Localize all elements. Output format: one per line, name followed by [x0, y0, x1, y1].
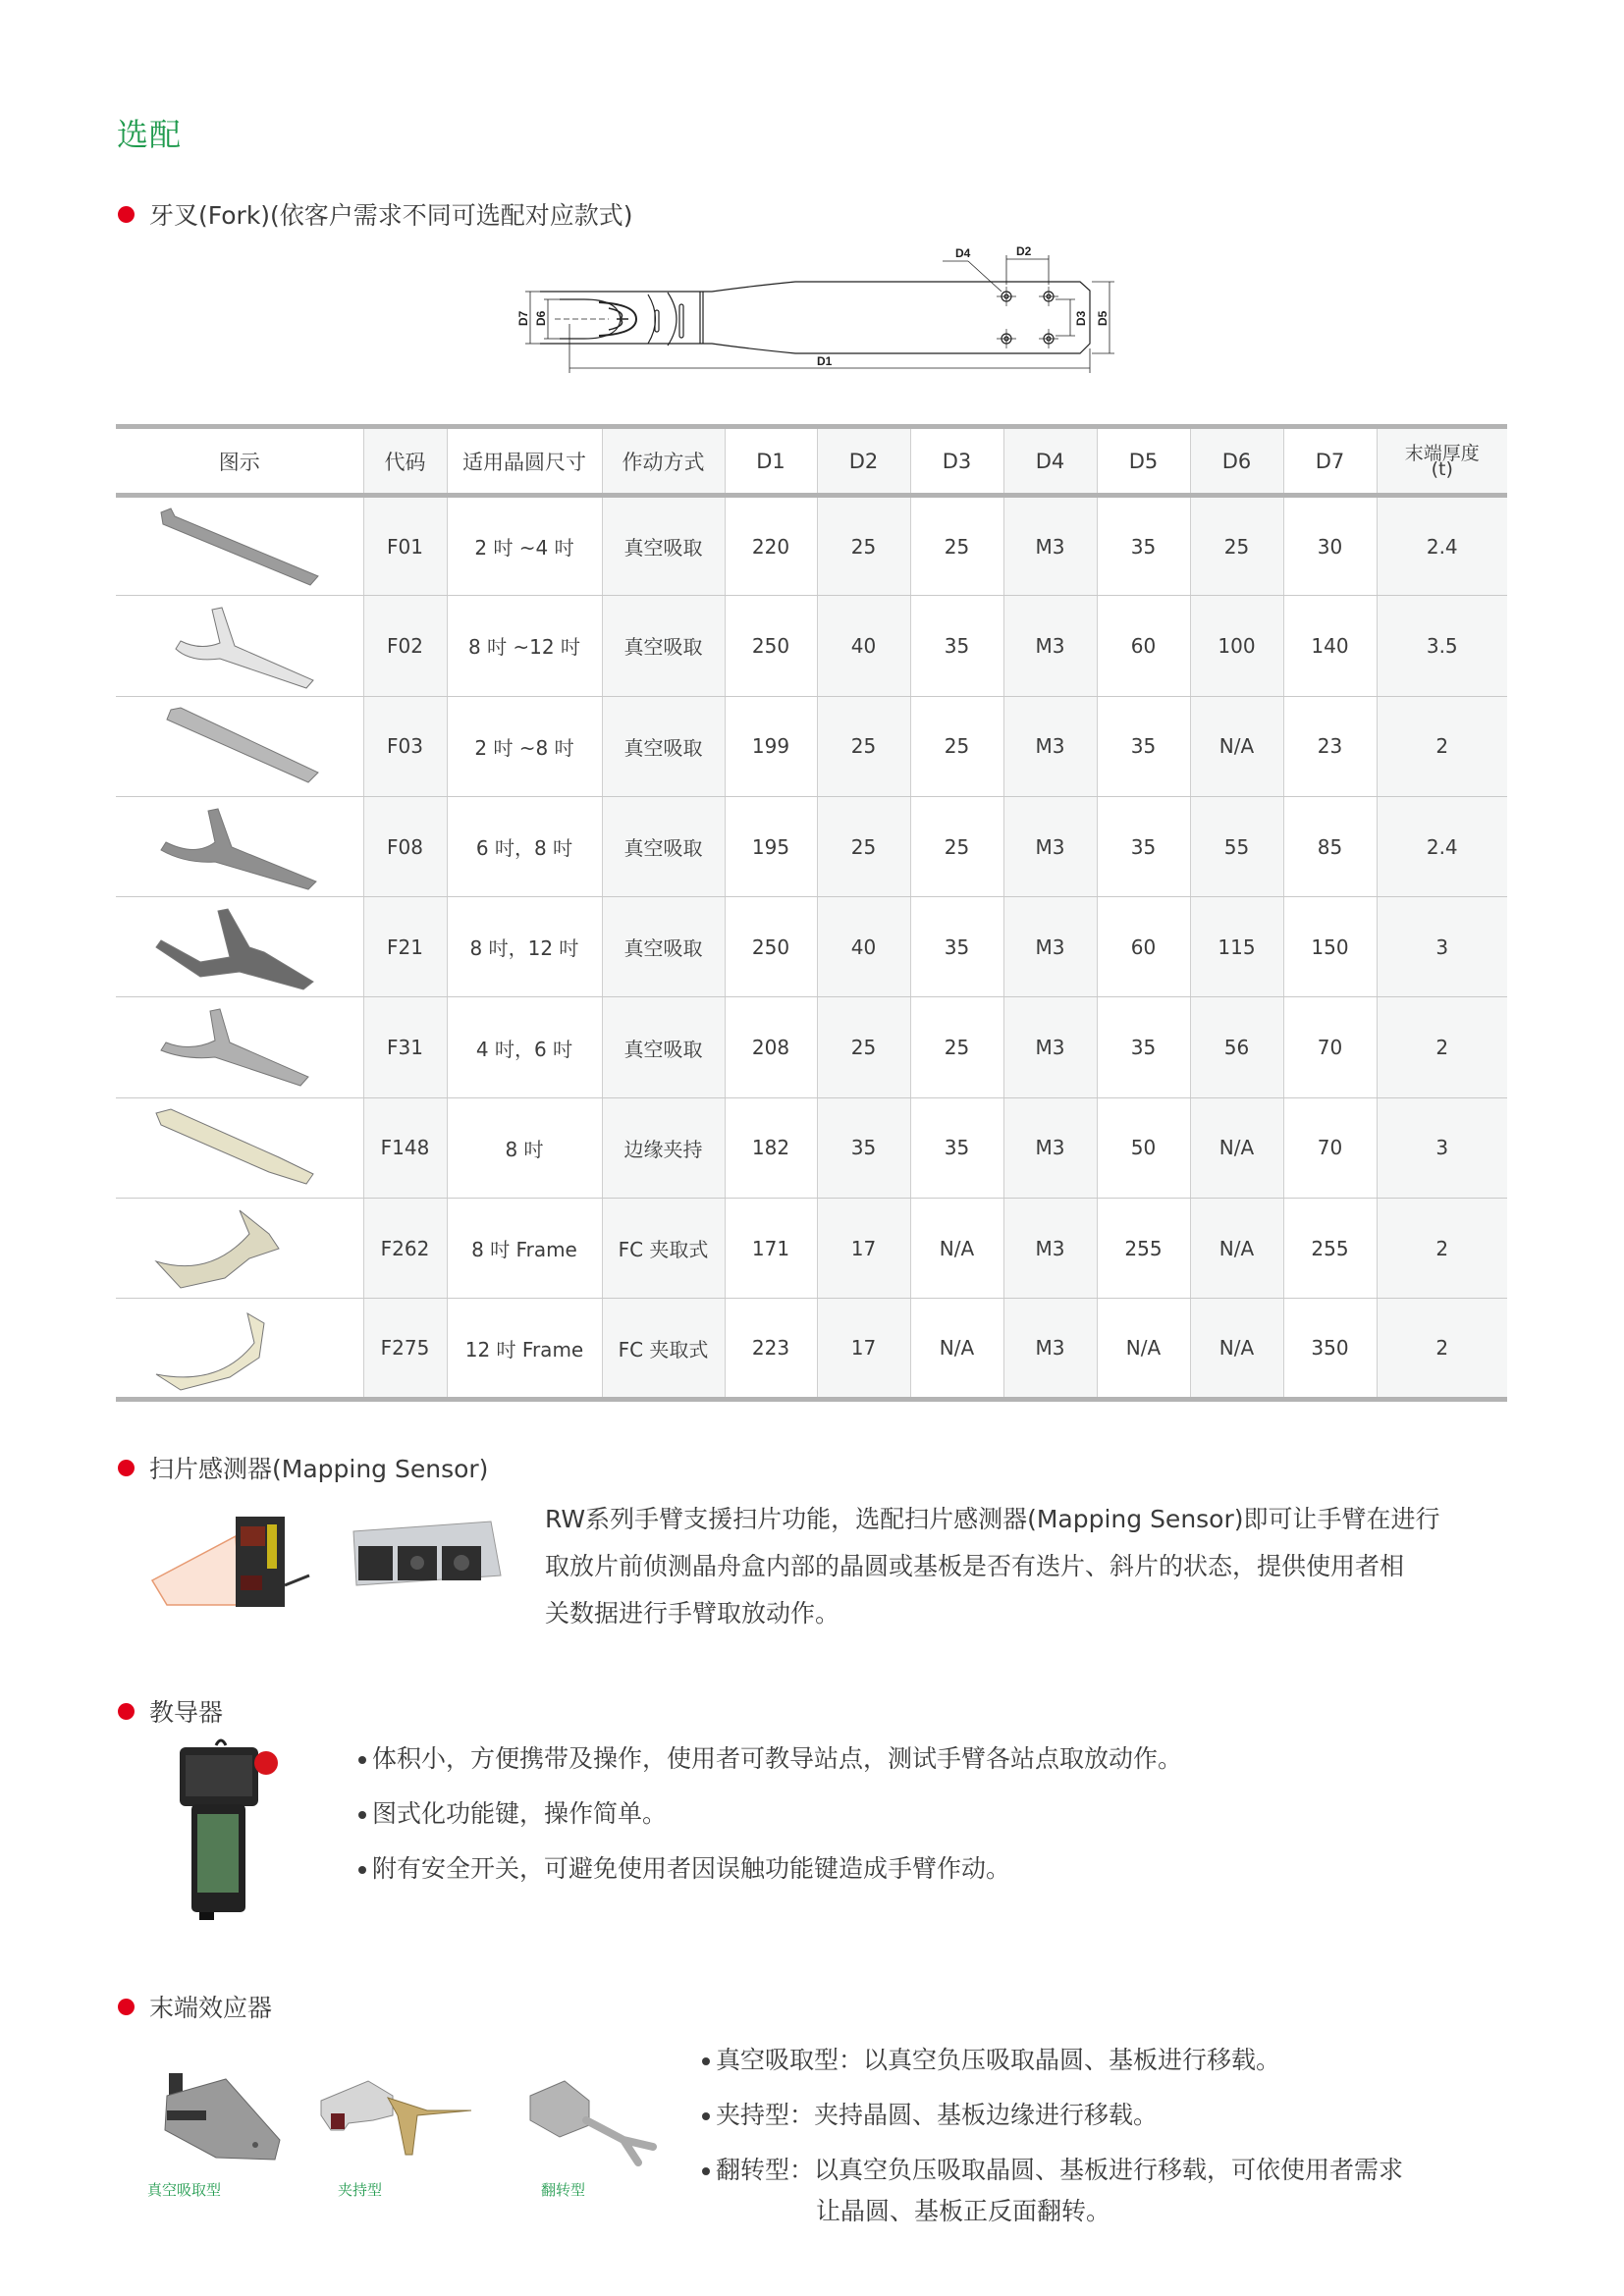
cell-d1: 250 [725, 596, 817, 696]
cell-d6: 25 [1190, 496, 1283, 596]
cell-mode: 真空吸取 [602, 496, 725, 596]
table-row-f01 [116, 496, 1507, 596]
cell-d1: 220 [725, 496, 817, 596]
cell-code: F08 [363, 796, 447, 896]
bullet-dot-icon [358, 1756, 366, 1764]
fork-image-cell [116, 796, 363, 896]
cell-wafer-size: 2 吋 ~4 吋 [447, 496, 602, 596]
cell-d3: 25 [910, 997, 1003, 1097]
table-row-f02 [116, 596, 1507, 696]
teach-pendant-heading-text: 教导器 [149, 1698, 224, 1727]
list-item: 真空吸取型：以真空负压吸取晶圆、基板进行移载。 [702, 2043, 1537, 2078]
page-title: 选配 [117, 116, 183, 153]
bullet-dot-icon [702, 2057, 710, 2065]
fork-image-cell [116, 897, 363, 997]
table-row-f262 [116, 1199, 1507, 1299]
cell-d6: N/A [1190, 1199, 1283, 1299]
table-header-row [116, 427, 1507, 496]
fork-heading-text: 牙叉(Fork)(依客户需求不同可选配对应款式) [149, 201, 633, 230]
cell-d6: 100 [1190, 596, 1283, 696]
cell-d6: N/A [1190, 1299, 1283, 1399]
cell-d1: 171 [725, 1199, 817, 1299]
list-item: 夹持型：夹持晶圆、基板边缘进行移载。 [702, 2098, 1537, 2133]
diagram-label-d4: D4 [955, 246, 971, 260]
diagram-label-d6: D6 [534, 310, 548, 326]
caption-flip: 翻转型 [541, 2181, 586, 2199]
col-header-d1: D1 [725, 427, 817, 496]
list-item: 体积小，方便携带及操作，使用者可教导站点，测试手臂各站点取放动作。 [358, 1741, 1488, 1777]
red-bullet-icon [118, 1999, 135, 2015]
fork-F262-image [141, 1204, 338, 1293]
cell-wafer-size: 12 吋 Frame [447, 1299, 602, 1399]
mapping-sensor-image-2 [349, 1517, 506, 1595]
cell-d2: 35 [817, 1097, 910, 1198]
cell-d5: 50 [1097, 1097, 1190, 1198]
cell-d5: 35 [1097, 997, 1190, 1097]
red-bullet-icon [118, 206, 135, 223]
table-row-f03 [116, 696, 1507, 796]
cell-d3: 35 [910, 1097, 1003, 1198]
cell-code: F21 [363, 897, 447, 997]
bullet-dot-icon [358, 1811, 366, 1819]
cell-d4: M3 [1003, 1199, 1097, 1299]
cell-wafer-size: 8 吋 Frame [447, 1199, 602, 1299]
col-header-d6: D6 [1190, 427, 1283, 496]
cell-d1: 182 [725, 1097, 817, 1198]
end-effector-heading-text: 末端效应器 [149, 1994, 273, 2022]
cell-code: F02 [363, 596, 447, 696]
cell-mode: 真空吸取 [602, 696, 725, 796]
teach-pendant-heading [118, 1693, 223, 1729]
fork-image-cell [116, 1199, 363, 1299]
col-header-wafer-size: 适用晶圆尺寸 [447, 427, 602, 496]
col-header-d5: D5 [1097, 427, 1190, 496]
cell-d5: 35 [1097, 696, 1190, 796]
cell-d1: 223 [725, 1299, 817, 1399]
cell-d7: 150 [1283, 897, 1377, 997]
list-item-continuation: 让晶圆、基板正反面翻转。 [816, 2197, 1111, 2225]
flip-effector-image [525, 2076, 673, 2169]
cell-code: F31 [363, 997, 447, 1097]
fork-F02-image [141, 602, 338, 690]
cell-code: F01 [363, 496, 447, 596]
fork-image-cell [116, 596, 363, 696]
mapping-sensor-heading [118, 1450, 488, 1485]
diagram-label-d7: D7 [516, 310, 530, 326]
cell-d2: 17 [817, 1299, 910, 1399]
fork-F275-image [141, 1304, 338, 1392]
cell-d3: 25 [910, 496, 1003, 596]
cell-d2: 40 [817, 596, 910, 696]
cell-d1: 208 [725, 997, 817, 1097]
cell-d6: N/A [1190, 1097, 1283, 1198]
cell-d7: 85 [1283, 796, 1377, 896]
cell-code: F262 [363, 1199, 447, 1299]
col-header-d2: D2 [817, 427, 910, 496]
cell-d2: 17 [817, 1199, 910, 1299]
fork-F01-image [141, 503, 338, 591]
end-effector-heading [118, 1989, 272, 2024]
fork-image-cell [116, 1097, 363, 1198]
cell-d7: 70 [1283, 1097, 1377, 1198]
table-row-f08 [116, 796, 1507, 896]
bullet-dot-icon [702, 2167, 710, 2175]
cell-thickness: 2 [1377, 997, 1507, 1097]
cell-d3: 35 [910, 897, 1003, 997]
cell-d4: M3 [1003, 496, 1097, 596]
col-header-image: 图示 [116, 427, 363, 496]
end-effector-features [702, 2043, 1537, 2229]
fork-F148-image [141, 1103, 338, 1192]
diagram-label-d1: D1 [817, 354, 833, 368]
diagram-label-d5: D5 [1096, 310, 1110, 326]
cell-thickness: 3.5 [1377, 596, 1507, 696]
red-bullet-icon [118, 1460, 135, 1476]
cell-d7: 350 [1283, 1299, 1377, 1399]
cell-wafer-size: 8 吋，12 吋 [447, 897, 602, 997]
col-header-mode: 作动方式 [602, 427, 725, 496]
cell-thickness: 2 [1377, 696, 1507, 796]
clamp-effector-image [319, 2076, 486, 2164]
cell-d4: M3 [1003, 1097, 1097, 1198]
cell-d7: 140 [1283, 596, 1377, 696]
bullet-dot-icon [702, 2112, 710, 2120]
cell-thickness: 2 [1377, 1299, 1507, 1399]
fork-image-cell [116, 1299, 363, 1399]
cell-d4: M3 [1003, 696, 1097, 796]
fork-spec-table [116, 424, 1507, 1402]
cell-wafer-size: 8 吋 ~12 吋 [447, 596, 602, 696]
mapping-sensor-line-3: 关数据进行手臂取放动作。 [545, 1599, 840, 1628]
fork-F03-image [141, 702, 338, 790]
cell-d5: 60 [1097, 897, 1190, 997]
cell-d6: 56 [1190, 997, 1283, 1097]
cell-d1: 250 [725, 897, 817, 997]
col-header-code: 代码 [363, 427, 447, 496]
diagram-label-d2: D2 [1016, 244, 1032, 258]
col-header-d3: D3 [910, 427, 1003, 496]
cell-d2: 25 [817, 496, 910, 596]
cell-mode: 边缘夹持 [602, 1097, 725, 1198]
cell-mode: 真空吸取 [602, 997, 725, 1097]
cell-d4: M3 [1003, 1299, 1097, 1399]
fork-F31-image [141, 1003, 338, 1092]
cell-thickness: 3 [1377, 897, 1507, 997]
table-row-f31 [116, 997, 1507, 1097]
cell-thickness: 2 [1377, 1199, 1507, 1299]
table-row-f148 [116, 1097, 1507, 1198]
table-row-f275 [116, 1299, 1507, 1399]
fork-F21-image [141, 903, 338, 991]
cell-wafer-size: 2 吋 ~8 吋 [447, 696, 602, 796]
cell-code: F148 [363, 1097, 447, 1198]
cell-d3: 25 [910, 696, 1003, 796]
cell-d5: 60 [1097, 596, 1190, 696]
cell-mode: FC 夹取式 [602, 1199, 725, 1299]
teach-pendant-image [172, 1735, 290, 1922]
cell-d1: 199 [725, 696, 817, 796]
cell-d5: 255 [1097, 1199, 1190, 1299]
cell-d5: 35 [1097, 496, 1190, 596]
cell-code: F275 [363, 1299, 447, 1399]
cell-d7: 23 [1283, 696, 1377, 796]
cell-d5: 35 [1097, 796, 1190, 896]
diagram-label-d3: D3 [1074, 310, 1088, 326]
cell-d2: 25 [817, 997, 910, 1097]
bullet-dot-icon [358, 1866, 366, 1874]
cell-d2: 25 [817, 696, 910, 796]
cell-d2: 25 [817, 796, 910, 896]
col-header-d4: D4 [1003, 427, 1097, 496]
cell-thickness: 3 [1377, 1097, 1507, 1198]
cell-mode: 真空吸取 [602, 596, 725, 696]
mapping-sensor-heading-text: 扫片感测器(Mapping Sensor) [149, 1455, 489, 1483]
cell-wafer-size: 8 吋 [447, 1097, 602, 1198]
list-item: 图式化功能键，操作简单。 [358, 1796, 1488, 1832]
list-item: 翻转型：以真空负压吸取晶圆、基板进行移载，可依使用者需求 [702, 2153, 1537, 2188]
mapping-sensor-description [545, 1496, 1527, 1637]
cell-d4: M3 [1003, 897, 1097, 997]
caption-clamp: 夹持型 [338, 2181, 383, 2199]
col-header-thickness [1377, 427, 1507, 496]
thickness-label: 末端厚度 [1404, 442, 1480, 464]
table-row-f21 [116, 897, 1507, 997]
red-bullet-icon [118, 1703, 135, 1720]
cell-d7: 70 [1283, 997, 1377, 1097]
cell-d6: 115 [1190, 897, 1283, 997]
cell-d5: N/A [1097, 1299, 1190, 1399]
cell-d4: M3 [1003, 796, 1097, 896]
fork-image-cell [116, 696, 363, 796]
mapping-sensor-line-1: RW系列手臂支援扫片功能，选配扫片感测器(Mapping Sensor)即可让手臂在进行 [545, 1505, 1440, 1533]
vacuum-effector-image [157, 2071, 295, 2169]
cell-mode: 真空吸取 [602, 796, 725, 896]
cell-d3: 35 [910, 596, 1003, 696]
cell-wafer-size: 4 吋，6 吋 [447, 997, 602, 1097]
fork-image-cell [116, 997, 363, 1097]
cell-d7: 255 [1283, 1199, 1377, 1299]
cell-d2: 40 [817, 897, 910, 997]
mapping-sensor-line-2: 取放片前侦测晶舟盒内部的晶圆或基板是否有迭片、斜片的状态，提供使用者相 [545, 1552, 1405, 1580]
cell-d6: N/A [1190, 696, 1283, 796]
cell-mode: FC 夹取式 [602, 1299, 725, 1399]
thickness-unit: (t) [1431, 457, 1453, 480]
cell-d3: 25 [910, 796, 1003, 896]
cell-code: F03 [363, 696, 447, 796]
cell-d3: N/A [910, 1199, 1003, 1299]
cell-thickness: 2.4 [1377, 496, 1507, 596]
fork-F08-image [141, 803, 338, 891]
teach-pendant-features [358, 1741, 1488, 1906]
cell-d7: 30 [1283, 496, 1377, 596]
fork-dimension-diagram [511, 226, 1139, 402]
cell-d6: 55 [1190, 796, 1283, 896]
cell-d4: M3 [1003, 997, 1097, 1097]
cell-wafer-size: 6 吋，8 吋 [447, 796, 602, 896]
cell-d1: 195 [725, 796, 817, 896]
list-item: 附有安全开关，可避免使用者因误触功能键造成手臂作动。 [358, 1851, 1488, 1887]
mapping-sensor-image-1 [147, 1497, 314, 1615]
cell-d4: M3 [1003, 596, 1097, 696]
cell-thickness: 2.4 [1377, 796, 1507, 896]
caption-vacuum: 真空吸取型 [147, 2181, 222, 2199]
fork-image-cell [116, 496, 363, 596]
cell-mode: 真空吸取 [602, 897, 725, 997]
col-header-d7: D7 [1283, 427, 1377, 496]
cell-d3: N/A [910, 1299, 1003, 1399]
